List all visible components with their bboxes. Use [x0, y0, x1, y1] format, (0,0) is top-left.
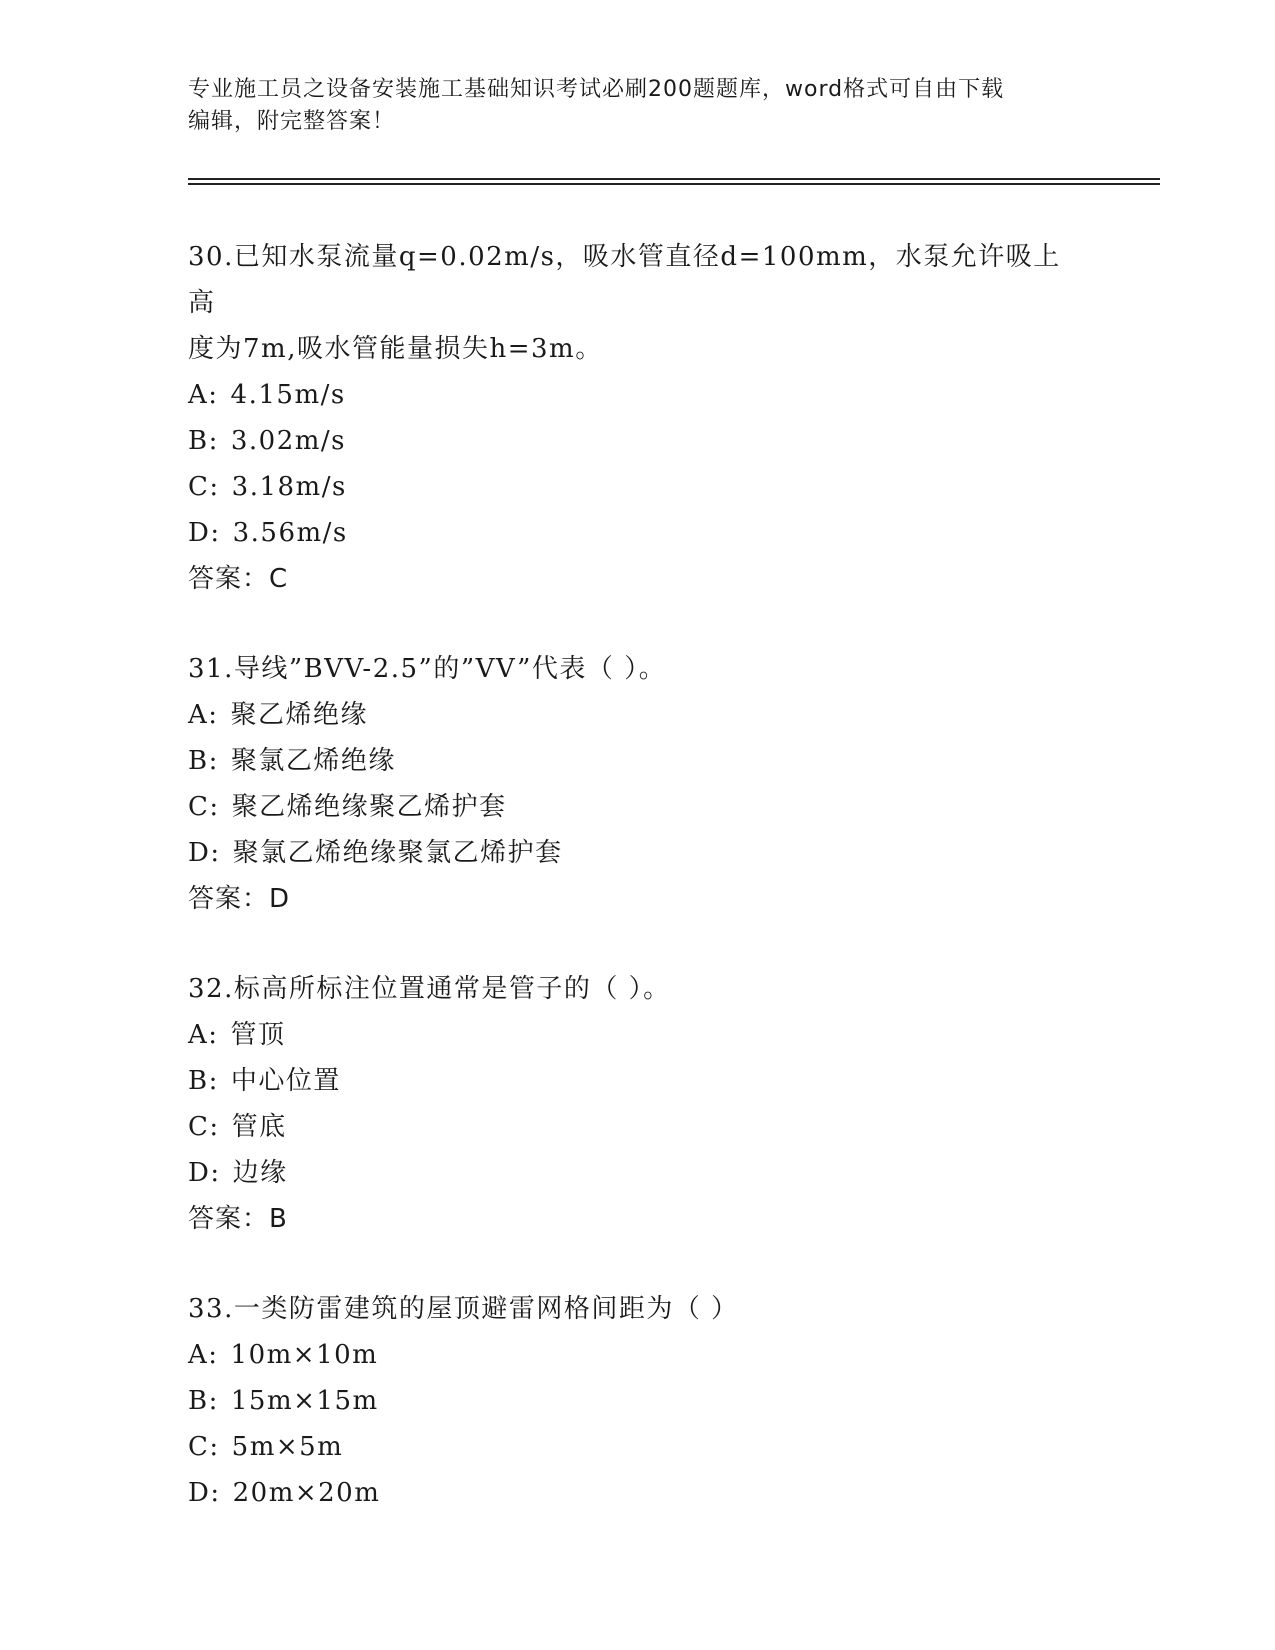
question-stem: 32.标高所标注位置通常是管子的（ ）。 [188, 974, 671, 1004]
option-b [188, 1058, 1088, 1104]
answer-label: 答案：C [188, 564, 289, 594]
option-text: 20m×20m [232, 1478, 381, 1508]
option-c [188, 784, 1088, 830]
document-header [188, 74, 1088, 138]
option-letter: C: [188, 472, 220, 502]
option-c [188, 1104, 1088, 1150]
option-letter: C: [188, 1112, 220, 1142]
option-text: 中心位置 [230, 1066, 341, 1096]
option-letter: B: [188, 1066, 219, 1096]
option-b [188, 1378, 1088, 1424]
option-text: 3.02m/s [230, 426, 347, 456]
option-text: 10m×10m [230, 1340, 379, 1370]
option-text: 聚氯乙烯绝缘聚氯乙烯护套 [232, 838, 563, 868]
option-d [188, 1150, 1088, 1196]
option-letter: D: [188, 1478, 221, 1508]
header-line-2: 编辑，附完整答案！ [188, 109, 396, 134]
question-list [188, 234, 1088, 1516]
option-letter: D: [188, 1158, 221, 1188]
header-divider-bottom [188, 183, 1160, 185]
option-d [188, 1470, 1088, 1516]
option-letter: A: [188, 700, 219, 730]
option-a [188, 1332, 1088, 1378]
option-text: 3.56m/s [232, 518, 348, 548]
option-letter: B: [188, 1386, 219, 1416]
question-31 [188, 646, 1088, 922]
option-a [188, 372, 1088, 418]
option-c [188, 464, 1088, 510]
option-text: 管底 [231, 1112, 287, 1142]
option-letter: A: [188, 1020, 219, 1050]
answer-label: 答案：B [188, 1204, 288, 1234]
option-text: 聚乙烯绝缘聚乙烯护套 [231, 792, 507, 822]
question-32 [188, 966, 1088, 1242]
question-stem: 31.导线”BVV-2.5”的”VV”代表（ ）。 [188, 654, 667, 684]
option-letter: B: [188, 746, 219, 776]
option-letter: C: [188, 1432, 220, 1462]
option-text: 3.18m/s [231, 472, 347, 502]
option-text: 聚乙烯绝缘 [230, 700, 369, 730]
option-c [188, 1424, 1088, 1470]
option-text: 边缘 [232, 1158, 288, 1188]
option-b [188, 418, 1088, 464]
option-letter: C: [188, 792, 220, 822]
option-a [188, 692, 1088, 738]
option-d [188, 830, 1088, 876]
option-letter: D: [188, 838, 221, 868]
option-letter: D: [188, 518, 221, 548]
answer-label: 答案：D [188, 884, 291, 914]
question-stem-continued: 度为7m,吸水管能量损失h=3m。 [188, 334, 603, 364]
option-d [188, 510, 1088, 556]
option-b [188, 738, 1088, 784]
option-text: 聚氯乙烯绝缘 [230, 746, 396, 776]
header-line-1: 专业施工员之设备安装施工基础知识考试必刷200题题库，word格式可自由下载 [188, 77, 1005, 102]
option-a [188, 1012, 1088, 1058]
question-30 [188, 234, 1088, 602]
option-text: 15m×15m [230, 1386, 379, 1416]
option-letter: A: [188, 380, 219, 410]
option-text: 5m×5m [231, 1432, 344, 1462]
question-33 [188, 1286, 1088, 1516]
header-divider-top [188, 178, 1160, 180]
option-text: 管顶 [230, 1020, 286, 1050]
question-stem: 33.一类防雷建筑的屋顶避雷网格间距为（ ） [188, 1294, 739, 1324]
option-letter: B: [188, 426, 219, 456]
option-letter: A: [188, 1340, 219, 1370]
question-stem: 30.已知水泵流量q=0.02m/s，吸水管直径d=100mm，水泵允许吸上高 [188, 242, 1061, 318]
option-text: 4.15m/s [230, 380, 346, 410]
